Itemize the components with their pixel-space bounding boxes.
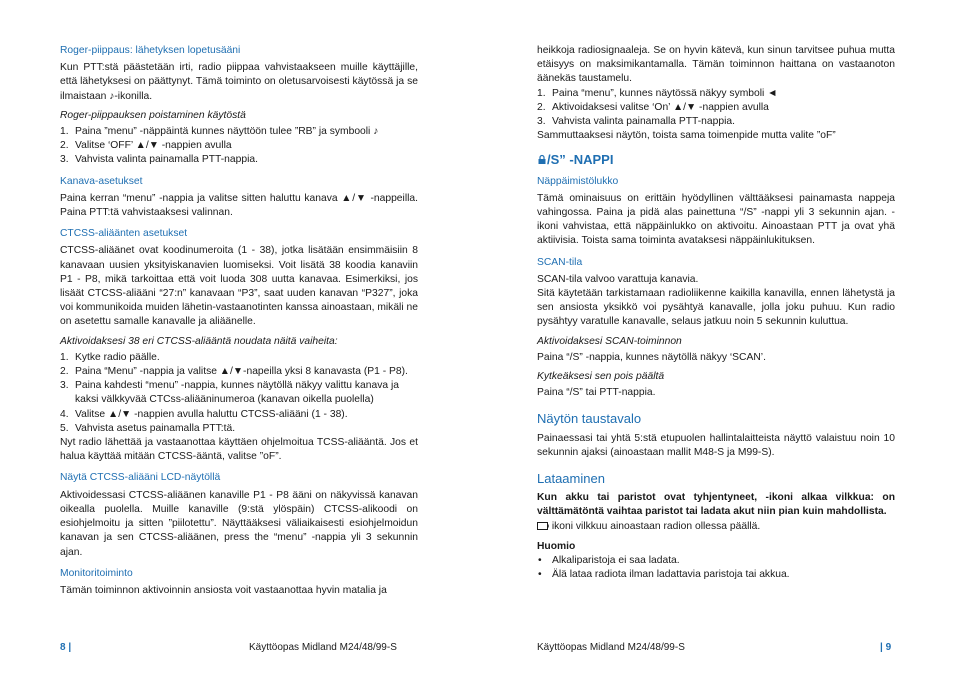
ctcss-settings-paragraph: CTCSS-aliäänet ovat koodinumeroita (1 - 38), jotka lisätään ensimmäisiin 8 kanavaan uusien yksityiskanavien luomiseksi. Voit lisätä 38 koodia kanaviin P1 - P8, mikä tarkoittaa että voit luoda 308 uutta kanavaa. Esimerkiksi, jos lisäät CTCSS-aliääni “27:n” kanavaan “P3”, saat uuden kanavan “P327”, joka voi kommunikoida muiden lähetin-vastaanotinten kanssa ainoastaan, mikäli ne on asetettu samalle kanavalle ja aliäänelle.	[60, 245, 418, 328]
left-footer-title: Käyttöopas Midland M24/48/99-S	[249, 642, 397, 653]
monitor-paragraph: Tämän toiminnon aktivoinnin ansiosta voit vastaanottaa hyvin matalia ja	[60, 584, 387, 596]
scan-mode-line: SCAN-tila valvoo varattuja kanavia.	[537, 273, 699, 285]
left-page-number: 8 |	[60, 642, 72, 653]
scan-activate-heading: Aktivoidaksesi SCAN-toiminnon	[537, 335, 682, 347]
channel-settings-heading: Kanava-asetukset	[60, 175, 143, 187]
backlight-heading: Näytön taustavalo	[537, 411, 642, 427]
roger-beep-paragraph: Kun PTT:stä päästetään irti, radio piippaa vahvistaakseen muille käyttäjille, että lähetyksesi on päättynyt. Tämä toiminto on oletusarvoisesti käytössä ja se ilmaistaan ♪-ikonilla.	[60, 62, 418, 102]
scan-mode-paragraph: Sitä käytetään tarkistamaan radioliikenne kaikilla kanavilla, ennen lähetystä ja sen ansiosta yksikkö voi pysähtyä kanavalle, jolla joku puhuu. Kun radio pysähtyy varatulle kanavalle, selaus jatkuu noin 5 sekunnin kuluttua.	[537, 288, 895, 328]
ctcss-settings-heading: CTCSS-aliäänten asetukset	[60, 228, 188, 240]
roger-beep-disable-heading: Roger-piippauksen poistaminen käytöstä	[60, 109, 246, 121]
list-item: 4. Valitse ▲/▼ -nappien avulla haluttu CTCSS-aliääni (1 - 38).	[60, 408, 348, 420]
right-page	[537, 44, 895, 583]
ctcss-lcd-heading: Näytä CTCSS-aliääni LCD-näytöllä	[60, 472, 221, 484]
ctcss-after-paragraph: Nyt radio lähettää ja vastaanottaa käyttäen ohjelmoitua TCSS-aliääntä. Jos et halua käyttää mitään CTCSS-ääntä, valitse ”oF”.	[60, 437, 418, 463]
battery-icon	[537, 522, 549, 530]
left-page	[60, 44, 418, 598]
roger-beep-steps	[60, 125, 418, 168]
list-item: 3. Vahvista valinta painamalla PTT-nappia.	[60, 154, 258, 166]
scan-deactivate-line: Paina “/S” tai PTT-nappia.	[537, 387, 656, 399]
list-item: 1. Paina “menu”, kunnes näytössä näkyy symboli ◄	[537, 87, 778, 99]
ctcss-steps	[60, 351, 418, 436]
keypad-lock-heading: Näppäimistölukko	[537, 175, 619, 187]
list-item: 2. Valitse ‘OFF’ ▲/▼ -nappien avulla	[60, 140, 232, 152]
list-item: • Älä lataa radiota ilman ladattavia paristoja tai akkua.	[537, 568, 895, 582]
list-item: 5. Vahvista asetus painamalla PTT:tä.	[60, 422, 236, 434]
charging-warning: Kun akku tai paristot ovat tyhjentyneet, -ikoni alkaa vilkkua: on välttämätöntä vaihtaa paristot tai ladata akut niin pian kuin mahdollista.	[537, 492, 895, 518]
list-item: 2. Paina “Menu” -nappia ja valitse ▲/▼-napeilla yksi 8 kanavasta (P1 - P8).	[60, 366, 408, 378]
ctcss-activate-heading: Aktivoidaksesi 38 eri CTCSS-aliääntä noudata näitä vaiheita:	[60, 335, 338, 347]
channel-settings-paragraph: Paina kerran “menu” -nappia ja valitse sitten haluttu kanava ▲/▼ -nappeilla. Paina PTT:tä vahvistaaksesi valinnan.	[60, 192, 418, 219]
lock-icon	[537, 154, 547, 165]
lock-scan-button-heading: /S” -NAPPI	[537, 153, 895, 167]
scan-activate-line: Paina “/S” -nappia, kunnes näytöllä näkyy ‘SCAN’.	[537, 351, 766, 363]
backlight-paragraph: Painaessasi tai yhtä 5:stä etupuolen hallintalaitteista näyttö valaistuu noin 10 sekunnin ajaksi (ainoastaan mallit M48-S ja M99-S).	[537, 432, 895, 458]
monitor-off-paragraph: Sammuttaaksesi näytön, toista sama toimenpide mutta valite ”oF”	[537, 130, 836, 142]
ctcss-lcd-paragraph: Aktivoidessasi CTCSS-aliäänen kanaville P1 - P8 ääni on näkyvissä kanavan oikealla puolella. Muille kanaville (9:stä ylöspäin) CTCSS-alikoodi on esiohjelmoitu ja sitten ”piilotettu”. Näyttääksesi väliaikaisesti esiohjelmoidun kanavan ja sen CTCSS-aliäänen, press the “menu” -nappia yli 3 sekunnin ajan.	[60, 489, 418, 558]
charging-heading: Lataaminen	[537, 471, 605, 487]
list-item: 2. Aktivoidaksesi valitse ‘On’ ▲/▼ -nappien avulla	[537, 101, 769, 113]
roger-beep-heading: Roger-piippaus: lähetyksen lopetusääni	[60, 45, 241, 56]
monitor-heading: Monitoritoiminto	[60, 567, 133, 579]
warning-bullets	[537, 554, 895, 582]
list-item: • Alkaliparistoja ei saa ladata.	[537, 554, 895, 568]
charging-note: ikoni vilkkuu ainoastaan radion ollessa päällä.	[537, 520, 895, 534]
keypad-lock-paragraph: Tämä ominaisuus on erittäin hyödyllinen välttääksesi painamasta nappeja vahingossa. Paina ja pidä alas painettuna “/S” -nappi yli 3 sekunnin ajan. -ikoni vahvistaa, että näppäinlukko on aktivoitu. Ainoastaan PTT ja ovat yhä aktiivisia. Toista sama toiminta avataksesi näppäinlukituksen.	[537, 192, 895, 247]
right-footer-title: Käyttöopas Midland M24/48/99-S	[537, 642, 685, 653]
monitor-continued-paragraph: heikkoja radiosignaaleja. Se on hyvin kätevä, kun sinun tarvitsee puhua mutta etäisyys on maksimikantamalla. Tämän toiminnon haittana on vastaanoton äänekäs taustamelu.	[537, 45, 895, 85]
list-item: 3. Paina kahdesti “menu” -nappia, kunnes näytöllä näkyy valittu kanava ja kaksi välkkyvää CTCss-aliääninumeroa (kanavan oikella puolella)	[60, 380, 399, 406]
warning-heading: Huomio	[537, 540, 576, 552]
right-page-number: | 9	[880, 642, 892, 653]
list-item: 1. Paina ”menu” -näppäintä kunnes näyttöön tulee ”RB” ja symbooli ♪	[60, 126, 379, 138]
scan-deactivate-heading: Kytkeäksesi sen pois päältä	[537, 371, 665, 383]
monitor-steps	[537, 87, 895, 130]
list-item: 3. Vahvista valinta painamalla PTT-nappia.	[537, 116, 735, 128]
list-item: 1. Kytke radio päälle.	[60, 351, 160, 363]
scan-mode-heading: SCAN-tila	[537, 256, 583, 268]
